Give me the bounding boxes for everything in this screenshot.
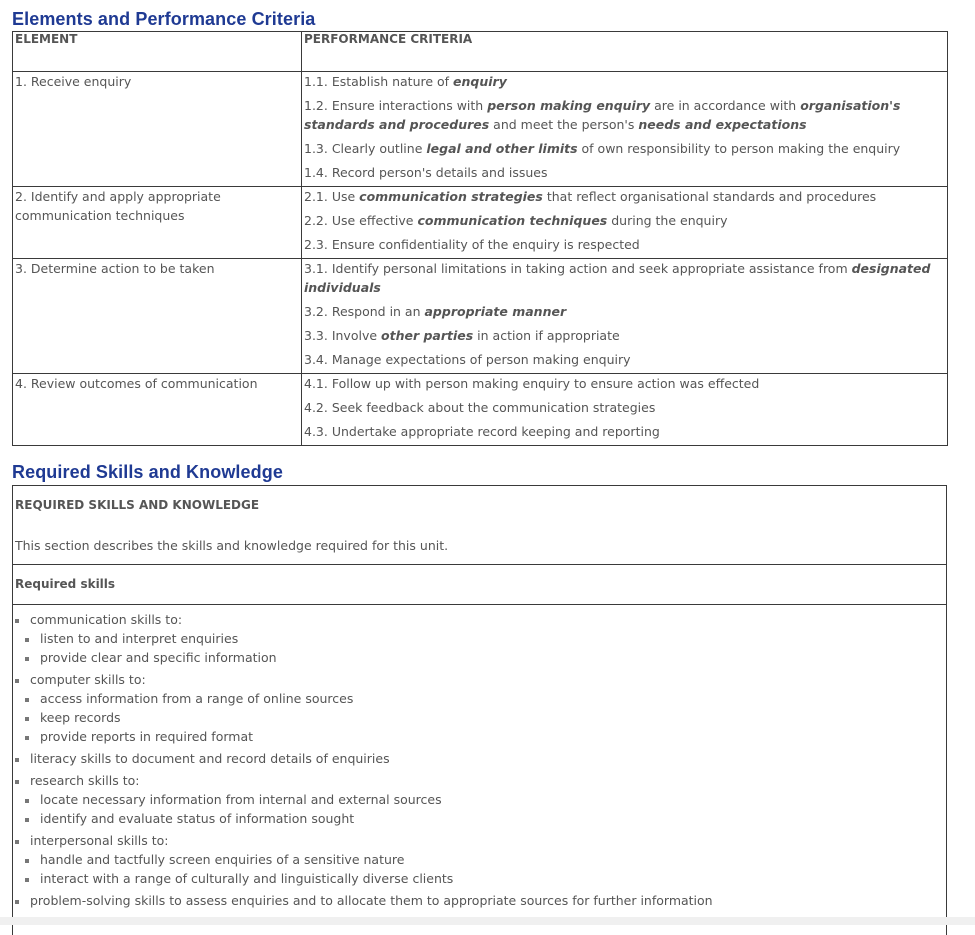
criterion: 1.4. Record person's details and issues xyxy=(304,165,548,180)
sub-list-item xyxy=(15,648,946,667)
element-cell xyxy=(13,187,302,259)
table-row xyxy=(13,259,948,374)
bullet-icon xyxy=(15,619,19,623)
range-term: communication techniques xyxy=(417,213,608,228)
sub-list-item xyxy=(15,727,946,746)
skills-intro: This section describes the skills and knowledge required for this unit. xyxy=(15,538,449,553)
bullet-icon xyxy=(25,818,29,822)
range-term: organisation's standards and procedures xyxy=(304,98,901,132)
bullet-icon xyxy=(15,840,19,844)
bullet-icon xyxy=(15,679,19,683)
criteria-cell xyxy=(302,259,948,374)
criterion: 1.3. Clearly outline legal and other limits of own responsibility to person making the enquiry xyxy=(304,141,901,156)
element-cell xyxy=(13,374,302,446)
element-cell xyxy=(13,259,302,374)
bullet-icon xyxy=(15,758,19,762)
list-item xyxy=(15,749,946,768)
range-term: person making enquiry xyxy=(487,98,651,113)
criterion: 1.1. Establish nature of enquiry xyxy=(304,74,507,89)
list-item xyxy=(15,831,946,850)
range-term: communication strategies xyxy=(359,189,543,204)
skill-text: problem-solving skills to assess enquiries and to allocate them to appropriate sources for further information xyxy=(30,893,713,908)
element-label: 1. Receive enquiry xyxy=(15,74,132,89)
criterion: 2.1. Use communication strategies that reflect organisational standards and procedures xyxy=(304,189,877,204)
skills-box-title: REQUIRED SKILLS AND KNOWLEDGE xyxy=(15,498,260,512)
skills-box-header xyxy=(13,486,946,565)
criterion: 1.2. Ensure interactions with person making enquiry are in accordance with organisation's standards and procedures and meet the person's needs and expectations xyxy=(304,98,901,132)
sub-list-item xyxy=(15,869,946,888)
criterion: 4.3. Undertake appropriate record keeping and reporting xyxy=(304,424,660,439)
range-term: enquiry xyxy=(453,74,507,89)
sub-list-item xyxy=(15,790,946,809)
sub-list-item xyxy=(15,629,946,648)
section-heading-elements: Elements and Performance Criteria xyxy=(12,9,316,29)
sub-skill-text: keep records xyxy=(40,710,121,725)
criterion: 2.2. Use effective communication techniques during the enquiry xyxy=(304,213,728,228)
bullet-icon xyxy=(25,698,29,702)
skill-text: interpersonal skills to: xyxy=(30,833,169,848)
sub-skill-text: interact with a range of culturally and linguistically diverse clients xyxy=(40,871,454,886)
bullet-icon xyxy=(25,736,29,740)
criterion: 4.2. Seek feedback about the communication strategies xyxy=(304,400,656,415)
horizontal-scrollbar[interactable] xyxy=(0,917,975,925)
sub-list-item xyxy=(15,708,946,727)
column-header-criteria: PERFORMANCE CRITERIA xyxy=(302,32,948,72)
sub-list-item xyxy=(15,809,946,828)
bullet-icon xyxy=(25,878,29,882)
skill-text: literacy skills to document and record details of enquiries xyxy=(30,751,390,766)
bullet-icon xyxy=(15,780,19,784)
performance-criteria-table xyxy=(12,31,948,446)
criterion: 3.2. Respond in an appropriate manner xyxy=(304,304,567,319)
table-row xyxy=(13,187,948,259)
list-item xyxy=(15,771,946,790)
sub-skill-text: identify and evaluate status of information sought xyxy=(40,811,355,826)
table-header-row xyxy=(13,32,948,72)
sub-skill-text: listen to and interpret enquiries xyxy=(40,631,239,646)
sub-skill-text: handle and tactfully screen enquiries of a sensitive nature xyxy=(40,852,405,867)
sub-skill-text: locate necessary information from internal and external sources xyxy=(40,792,442,807)
bullet-icon xyxy=(25,638,29,642)
table-row xyxy=(13,72,948,187)
element-label: 3. Determine action to be taken xyxy=(15,261,215,276)
skills-knowledge-box xyxy=(12,485,947,935)
sub-skill-text: provide reports in required format xyxy=(40,729,254,744)
list-item xyxy=(15,610,946,629)
element-label: 4. Review outcomes of communication xyxy=(15,376,258,391)
bullet-icon xyxy=(15,900,19,904)
criterion: 3.3. Involve other parties in action if appropriate xyxy=(304,328,620,343)
bullet-icon xyxy=(25,799,29,803)
criteria-cell xyxy=(302,374,948,446)
section-heading-skills: Required Skills and Knowledge xyxy=(12,462,283,482)
required-skills-title: Required skills xyxy=(15,577,116,591)
skill-text: computer skills to: xyxy=(30,672,146,687)
table-row xyxy=(13,374,948,446)
criterion: 4.1. Follow up with person making enquiry to ensure action was effected xyxy=(304,376,760,391)
criteria-cell xyxy=(302,187,948,259)
skill-text: research skills to: xyxy=(30,773,140,788)
range-term: other parties xyxy=(381,328,474,343)
bullet-icon xyxy=(25,657,29,661)
sub-skill-text: provide clear and specific information xyxy=(40,650,277,665)
criterion: 3.4. Manage expectations of person making enquiry xyxy=(304,352,631,367)
range-term: legal and other limits xyxy=(426,141,578,156)
skills-list xyxy=(13,605,946,910)
sub-skill-text: access information from a range of online sources xyxy=(40,691,354,706)
list-item xyxy=(15,670,946,689)
criteria-cell xyxy=(302,72,948,187)
required-skills-header xyxy=(13,565,946,605)
range-term: designated individuals xyxy=(304,261,931,295)
criterion: 3.1. Identify personal limitations in taking action and seek appropriate assistance from designated individuals xyxy=(304,261,931,295)
criterion: 2.3. Ensure confidentiality of the enquiry is respected xyxy=(304,237,640,252)
sub-list-item xyxy=(15,850,946,869)
element-cell xyxy=(13,72,302,187)
range-term: needs and expectations xyxy=(638,117,807,132)
skill-text: communication skills to: xyxy=(30,612,183,627)
list-item xyxy=(15,891,946,910)
column-header-element: ELEMENT xyxy=(13,32,302,72)
range-term: appropriate manner xyxy=(424,304,567,319)
bullet-icon xyxy=(25,859,29,863)
element-label: 2. Identify and apply appropriate communication techniques xyxy=(15,189,221,223)
bullet-icon xyxy=(25,717,29,721)
sub-list-item xyxy=(15,689,946,708)
